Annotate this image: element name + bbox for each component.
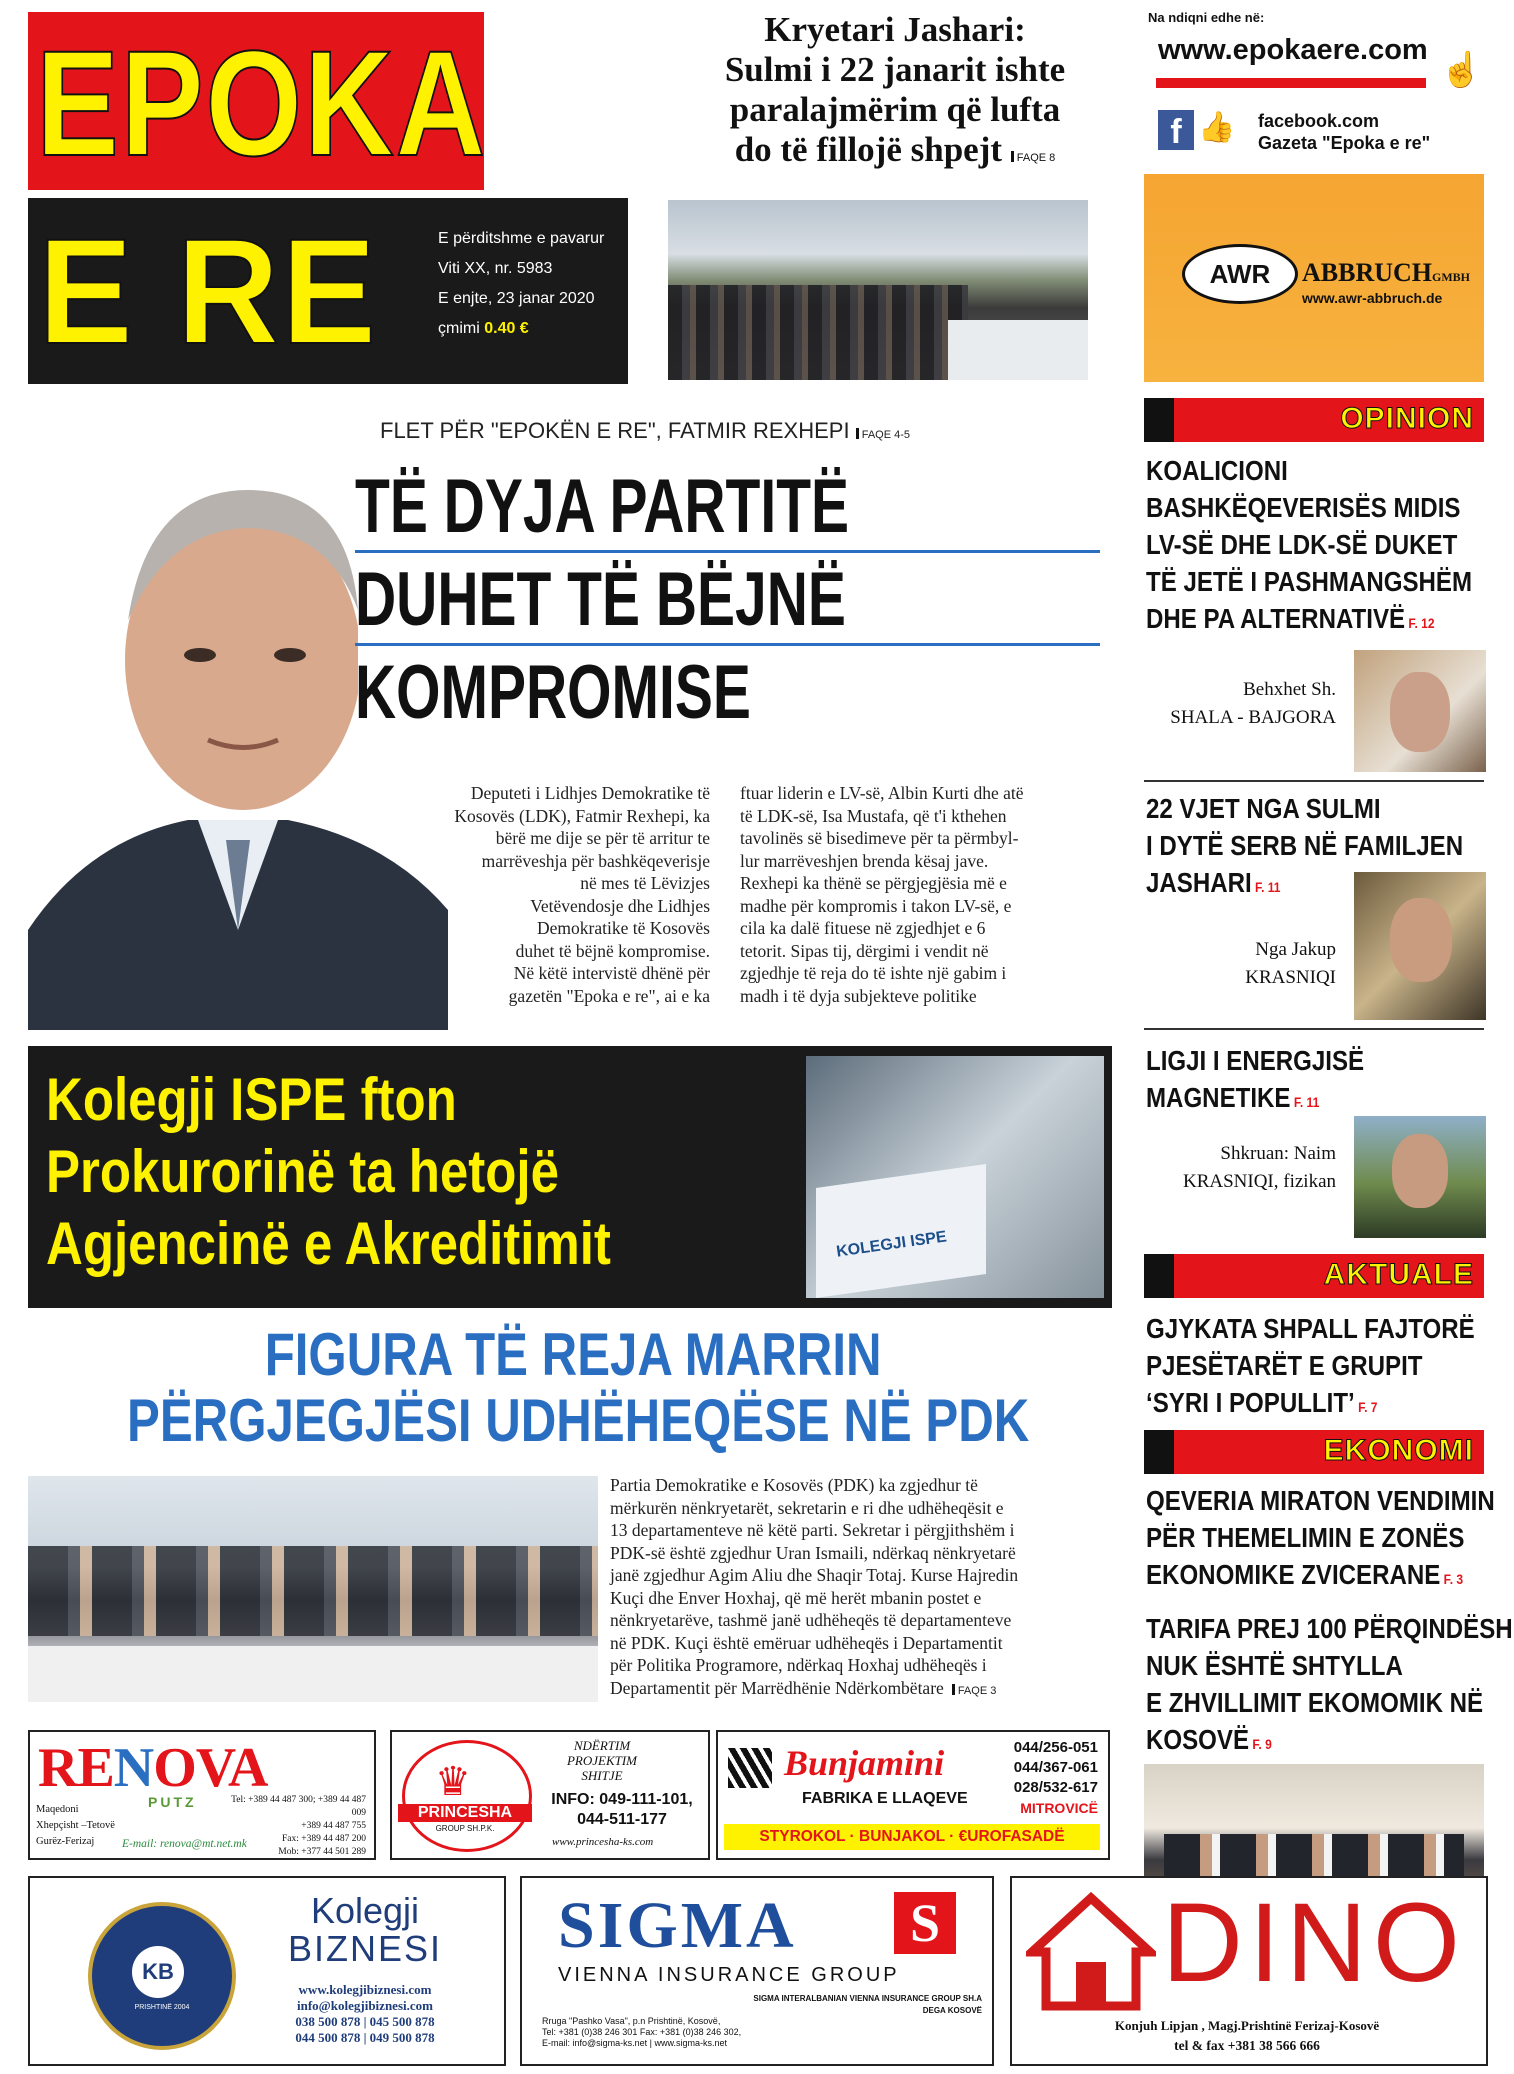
body-line: tetorit. Sipas tij, dërgimi i vendit në [740,940,989,961]
body-line: nënkryetarëve, tashmë janë udhëheqës të departamenteve [610,1610,1012,1630]
jashari-memorial-photo [668,200,1088,380]
headline-line: JASHARI F. 11 [1146,867,1281,898]
headline-line: GJYKATA SHPALL FAJTORË [1146,1313,1475,1344]
body-line: madhe për kompromis i takon LV-së, e [740,895,1012,916]
bunjamini-phone: 028/532-617 [1013,1779,1098,1796]
page-ref: F. 11 [1290,1094,1320,1110]
headline-line: 22 VJET NGA SULMI [1146,793,1381,824]
headline-line: LIGJI I ENERGJISË [1146,1045,1365,1076]
follow-label: Na ndiqni edhe në: [1148,10,1265,25]
renova-email[interactable]: E-mail: renova@mt.net.mk [122,1838,247,1850]
lead-col2 [740,782,1110,1007]
sigma-logo-icon: S [894,1892,956,1954]
facebook-text[interactable]: facebook.com Gazeta "Epoka e re" [1258,111,1431,153]
headline-line: LV-SË DHE LDK-SË DUKET [1146,529,1458,560]
headline-line: DHE PA ALTERNATIVË F. 12 [1146,603,1435,634]
body-line: tavolinës së bisedimeve për ta përmbyl- [740,828,1019,848]
house-icon [1026,1892,1156,2012]
opinion-item-3[interactable] [1146,1042,1486,1121]
like-icon: 👍 [1198,111,1236,144]
princesha-services [542,1738,662,1783]
bunjamini-phone: 044/256-051 [1013,1739,1098,1756]
headline-line: KOALICIONI [1146,455,1288,486]
section-ekonomi: EKONOMI [1144,1430,1484,1474]
dino-ad[interactable]: DINO Konjuh Lipjan , Magj.Prishtinë Ferizaj-Kosovë tel & fax +381 38 566 666 [1010,1876,1488,2066]
renova-place: Gurëz-Ferizaj [36,1836,95,1847]
body-line: cila ka dalë fituese në zgjedhjet e 6 [740,918,986,938]
logo-line2: E RE [38,207,379,375]
princesha-ad[interactable]: ♛ PRINCESHA GROUP SH.P.K. NDËRTIM PROJEKTIM SHITJE INFO: 049-111-101, 044-511-177 www.princesha-ks.com [390,1730,710,1860]
price: çmimi 0.40 € [438,320,529,337]
renova-phone: Tel: +389 44 487 300; +389 44 487 009 [231,1795,366,1818]
headline-line: PËR THEMELIMIN E ZONËS [1146,1522,1465,1553]
facebook-icon[interactable]: f [1158,110,1194,150]
headline-line: QEVERIA MIRATON VENDIMIN [1146,1485,1495,1516]
ekonomi-item-2[interactable] [1146,1610,1513,1763]
body-line: bërë me dije se për të arritur te [495,828,710,848]
body-line: mërkurën nënkryetarët, sekretarin e ri dhe udhëheqësit e [610,1497,1004,1518]
pdk-headline[interactable]: FIGURA TË REJA MARRIN PËRGJEGJËSI UDHËHEQËSE NË PDK [127,1321,1030,1454]
body-line: Kuçi dhe Enver Hoxhaj, që më herët mbanin postet e [610,1587,982,1608]
cursor-icon: ☝ [1440,51,1483,89]
page-ref: F. 12 [1405,615,1435,631]
awr-logo-oval: AWR [1182,244,1298,304]
divider [1144,780,1484,782]
tagline: E përditshme e pavarur [438,230,605,247]
headline-line: BASHKËQEVERISËS MIDIS [1146,492,1461,523]
issue-date: E enjte, 23 janar 2020 [438,290,595,307]
op1-author-photo [1354,650,1486,772]
website-underline [1156,78,1426,88]
body-line: të LDK-së, Isa Mustafa, që t'i kthehen [740,805,1007,826]
headline-line: ‘SYRI I POPULLIT’ F. 7 [1146,1387,1378,1418]
body-line: Departamentit për Marrëdhënie Ndërkombëtare FAQE 3 [610,1677,997,1698]
body-line: janë zgjedhur Agim Aliu dhe Shaqir Totaj. Kurse Hajredin [610,1565,1019,1585]
body-line: madh i të dyja subjekteve politike [740,985,977,1006]
headline-line: TARIFA PREJ 100 PËRQINDËSH [1146,1613,1513,1644]
ispe-photo-sign: KOLEGJI ISPE [835,1228,948,1261]
body-line: Në këtë intervistë dhënë për [513,963,710,983]
headline-line: I DYTË SERB NË FAMILJEN [1146,830,1464,861]
page-ref: F. 11 [1251,879,1281,895]
section-opinion: OPINION [1144,398,1484,442]
masthead-info [438,224,604,344]
page-ref: F. 7 [1354,1399,1378,1415]
bunjamini-phones [1008,1738,1098,1798]
headline-line: EKONOMIKE ZVICERANE F. 3 [1146,1559,1464,1590]
op1-author: Behxhet Sh. SHALA - BAJGORA [1170,679,1336,728]
renova-places [36,1802,115,1850]
body-line: 13 departamenteve në këtë parti. Sekretar i përgjithshëm i [610,1520,1015,1540]
body-line: lur marrëveshjen brenda kësaj jave. [740,850,989,871]
renova-phones [226,1794,366,1859]
body-line: Demokratike të Kosovës [536,918,710,938]
op3-author-photo [1354,1116,1486,1238]
lead-col1 [340,782,710,1007]
body-line: Kosovës (LDK), Fatmir Rexhepi, ka [454,805,710,826]
awr-name: ABBRUCH [1302,258,1433,287]
headline-line: KOSOVË F. 9 [1146,1724,1272,1755]
princesha-service: SHITJE [581,1768,623,1783]
kolegji-biznesi-ad[interactable]: KB PRISHTINË 2004 Kolegji BIZNESI www.kolegjibiznesi.com info@kolegjibiznesi.com 038 500 878 | 045 500 878 044 500 878 | 049 500 878 [28,1876,506,2066]
op2-author: Nga Jakup KRASNIQI [1245,939,1336,988]
headline-line: TË JETË I PASHMANGSHËM [1146,566,1473,597]
body-line: Vetëvendosje dhe Lidhjes [530,895,710,916]
body-line: Deputeti i Lidhjes Demokratike të [470,783,710,803]
bunjamini-phone: 044/367-061 [1013,1759,1098,1776]
logo-line1: EPOKA [36,19,488,187]
renova-phone: Mob: +377 44 501 289 [278,1847,366,1857]
lead-kicker: FLET PËR "EPOKËN E RE", FATMIR REXHEPI FAQE 4-5 [380,418,910,443]
headline-rule [355,550,1100,553]
renova-phone: Fax: +389 44 487 200 [282,1834,366,1844]
awr-ad[interactable]: AWR ABBRUCHGMBH www.awr-abbruch.de [1144,174,1484,382]
body-line: në PDK. Kuçi është emëruar udhëheqës i Departamentit [610,1632,1003,1653]
headline-line: E ZHVILLIMIT EKOMOMIK NË [1146,1687,1484,1718]
body-line: duhet të bëjnë kompromise. [515,940,710,961]
body-line: gazetën "Epoka e re", ai e ka [508,985,710,1006]
body-line: zgjedhje të reja do të ishte një gabim i [740,963,1007,983]
website-link[interactable]: www.epokaere.com [1158,34,1428,66]
body-line: PDK-së është zgjedhur Uran Ismaili, ndërkaq nënkryetarë [610,1542,1016,1563]
pdk-body [610,1474,1115,1702]
bunjamini-ad[interactable]: Bunjamini FABRIKA E LLAQEVE 044/256-051 044/367-061 028/532-617 MITROVICË STYROKOL · BUNJAKOL · €UROFASADË [716,1730,1110,1860]
body-line: marrëveshja për bashkëqeverisje [481,850,710,871]
headline-line: MAGNETIKE F. 11 [1146,1082,1320,1113]
renova-place: Xhepçisht –Tetovë [36,1820,115,1831]
bunjamini-logo-icon [728,1748,772,1788]
renova-phone: +389 44 487 755 [301,1821,366,1831]
body-line: ftuar liderin e LV-së, Albin Kurti dhe atë [740,783,1024,803]
page-ref: F. 3 [1440,1571,1464,1587]
renova-place: Maqedoni [36,1804,79,1815]
kolegji-seal: KB PRISHTINË 2004 [88,1902,236,2050]
ispe-banner[interactable]: Kolegji ISPE fton Prokurorinë ta hetojë Agjencinë e Akreditimit KOLEGJI ISPE [28,1046,1112,1308]
lead-headline[interactable]: TË DYJA PARTITË DUHET TË BËJNË KOMPROMISE [355,468,1115,732]
section-aktuale: AKTUALE [1144,1254,1484,1298]
top-story-headline[interactable]: Kryetari Jashari: Sulmi i 22 janarit ishte paralajmërim që lufta do të fillojë shpejt FAQE 8 [724,10,1066,169]
crown-icon: ♛ [402,1740,532,1852]
page-ref: F. 9 [1249,1736,1272,1752]
body-line: për Politika Programore, ndërkaq Hoxhaj udhëheqës i [610,1655,987,1675]
awr-url: www.awr-abbruch.de [1302,290,1443,306]
page-ref: FAQE 8 [1011,152,1056,164]
ispe-photo [806,1056,1104,1298]
aktuale-item-1[interactable] [1146,1310,1486,1426]
body-line: Partia Demokratike e Kosovës (PDK) ka zgjedhur të [610,1475,978,1495]
body-line: Rexhepi ka thënë se përgjegjësia më e [740,873,1007,893]
divider [1144,1028,1484,1030]
pdk-meeting-photo [28,1476,598,1702]
princesha-service: PROJEKTIM [566,1753,638,1768]
issue-number: Viti XX, nr. 5983 [438,260,553,277]
page-ref: FAQE 3 [952,1685,997,1697]
renova-ad[interactable]: RENOVA PUTZ Maqedoni Xhepçisht –Tetovë Gurëz-Ferizaj Tel: +389 44 487 300; +389 44 487 009 +389 44 487 755 Fax: +389 44 487 200 Mob: +377 44 501 289 E-mail: renova@mt.net.mk [28,1730,376,1860]
page-ref: FAQE 4-5 [856,429,910,441]
op2-author-photo [1354,872,1486,1020]
logo-bottom-block [28,198,628,384]
headline-rule [355,643,1100,646]
headline-line: PJESËTARËT E GRUPIT [1146,1350,1423,1381]
headline-line: NUK ËSHTË SHTYLLA [1146,1650,1403,1681]
princesha-service: NDËRTIM [573,1738,631,1753]
opinion-item-1[interactable] [1146,452,1486,642]
op3-author: Shkruan: Naim KRASNIQI, fizikan [1182,1143,1336,1192]
logo-top-block [28,12,488,190]
ekonomi-item-1[interactable] [1146,1482,1495,1598]
body-line: në mes të Lëvizjes [580,873,710,893]
price-value: 0.40 € [484,320,529,337]
sigma-ad[interactable]: SIGMA S VIENNA INSURANCE GROUP SIGMA INTERALBANIAN VIENNA INSURANCE GROUP SH.A DEGA KOSOVË Rruga "Pashko Vasa", p.n Prishtinë, Kosovë, Tel: +381 (0)38 246 301 Fax: +381 (0)38 246 302, E-mail: info@sigma-ks.net | www.sigma-ks.net [520,1876,994,2066]
